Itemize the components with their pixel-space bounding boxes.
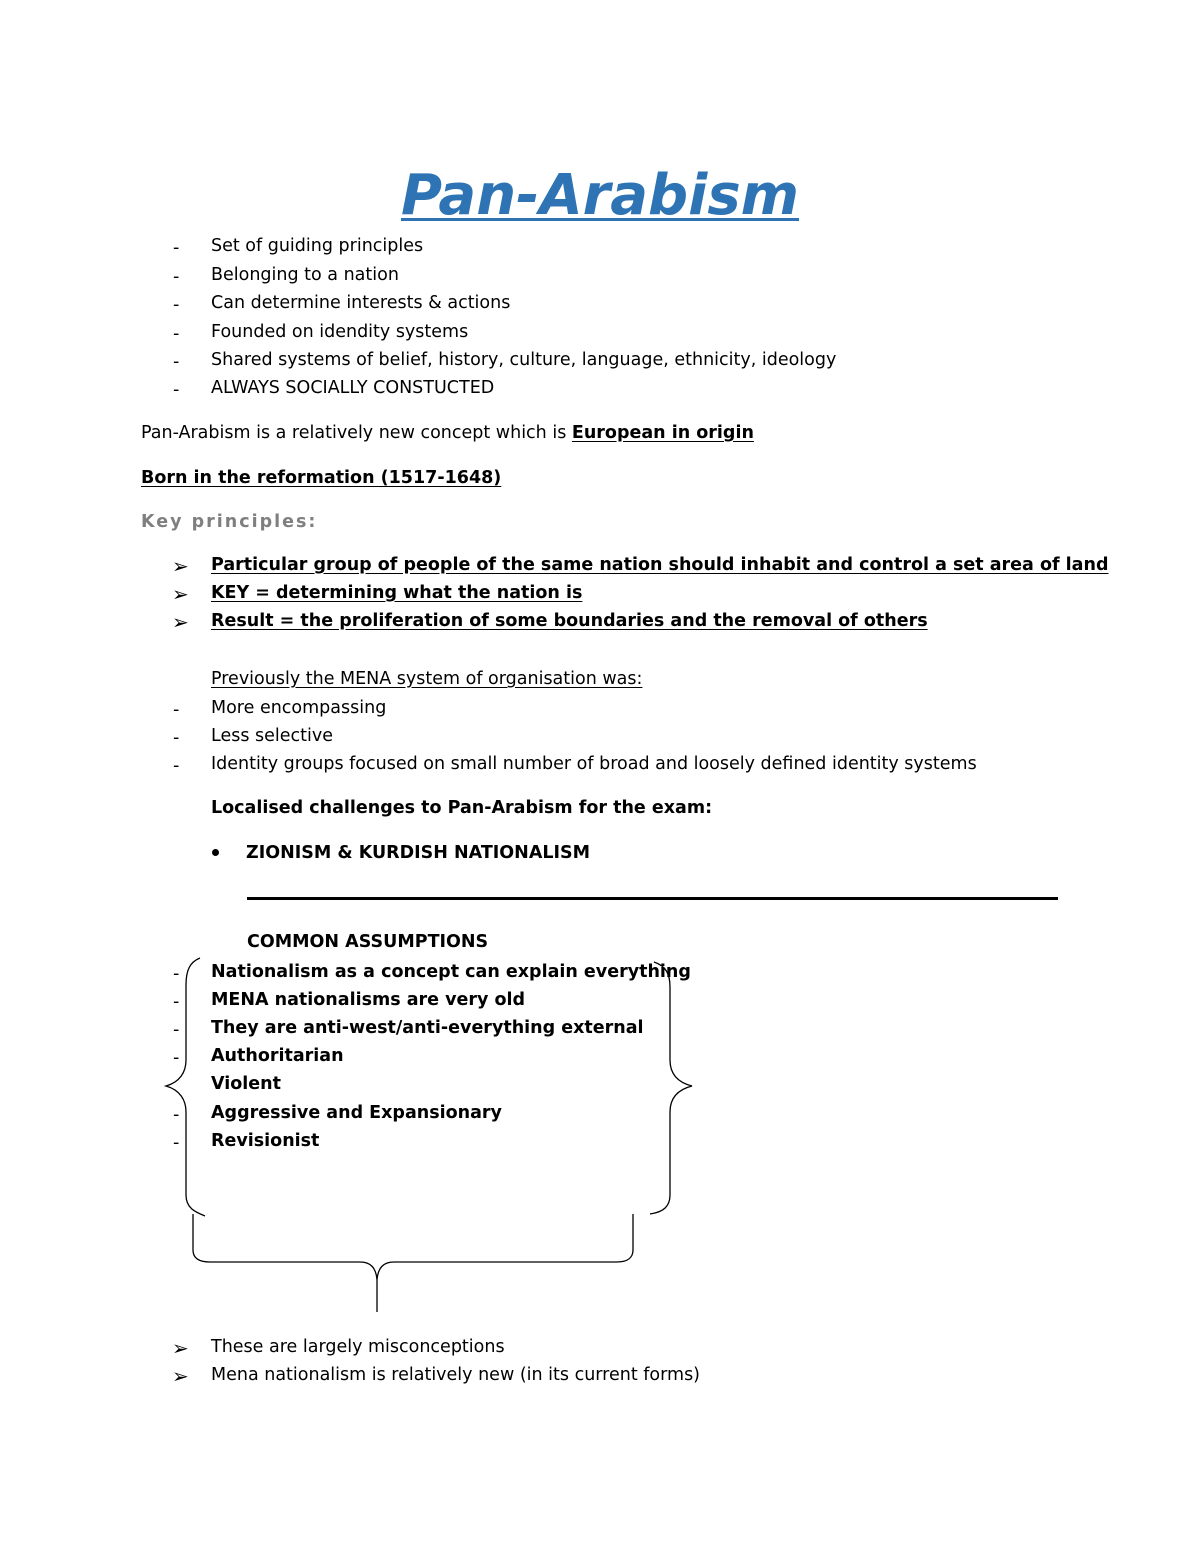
list-item: Revisionist	[211, 1131, 320, 1151]
dash-marker: -	[173, 992, 180, 1012]
document-title: Pan-Arabism	[400, 163, 800, 228]
list-item: ALWAYS SOCIALLY CONSTUCTED	[211, 378, 495, 398]
dash-marker: -	[173, 238, 180, 258]
dash-marker: -	[173, 324, 180, 344]
list-item: Aggressive and Expansionary	[211, 1103, 502, 1123]
origin-sentence	[141, 425, 754, 443]
list-item: Particular group of people of the same nation should inhabit and control a set area of land	[211, 555, 1109, 575]
arrow-bullet-icon: ➢	[172, 610, 189, 634]
list-item: Mena nationalism is relatively new (in its current forms)	[211, 1365, 701, 1385]
list-item: MENA nationalisms are very old	[211, 990, 526, 1010]
list-item: KEY = determining what the nation is	[211, 583, 583, 603]
list-item: Belonging to a nation	[211, 265, 399, 285]
dash-marker: -	[173, 756, 180, 776]
origin-prefix: Pan-Arabism is a relatively new concept which is	[141, 423, 572, 443]
list-item: Identity groups focused on small number of broad and loosely defined identity systems	[211, 754, 977, 774]
list-item: More encompassing	[211, 698, 387, 718]
list-item: Result = the proliferation of some boundaries and the removal of others	[211, 611, 928, 631]
dash-marker: -	[173, 1133, 180, 1153]
challenges-heading: Localised challenges to Pan-Arabism for the exam:	[211, 798, 713, 818]
origin-emphasis: European in origin	[571, 423, 754, 443]
list-item: These are largely misconceptions	[211, 1337, 505, 1357]
dash-marker: -	[173, 1048, 180, 1068]
bottom-brace-icon	[193, 1214, 633, 1312]
list-item: Shared systems of belief, history, culture, language, ethnicity, ideology	[211, 350, 837, 370]
list-item: Authoritarian	[211, 1046, 344, 1066]
left-brace-icon	[166, 958, 205, 1216]
dash-marker: -	[173, 295, 180, 315]
dash-marker: -	[173, 728, 180, 748]
arrow-bullet-icon: ➢	[172, 554, 189, 578]
arrow-bullet-icon: ➢	[172, 1364, 189, 1388]
dash-marker: -	[173, 267, 180, 287]
assumptions-heading: COMMON ASSUMPTIONS	[247, 932, 489, 952]
dash-marker: -	[173, 380, 180, 400]
dash-marker: -	[173, 352, 180, 372]
list-item: Founded on idendity systems	[211, 322, 469, 342]
list-item: Less selective	[211, 726, 333, 746]
right-brace-icon	[650, 962, 692, 1214]
key-principles-heading: Key principles:	[141, 512, 318, 532]
list-item: Nationalism as a concept can explain everything	[211, 962, 691, 982]
born-line: Born in the reformation (1517-1648)	[141, 468, 502, 488]
horizontal-rule	[247, 897, 1058, 900]
challenges-item: ZIONISM & KURDISH NATIONALISM	[246, 843, 591, 863]
dash-marker: -	[173, 1020, 180, 1040]
bullet-dot-icon	[212, 849, 219, 856]
dash-marker: -	[173, 1105, 180, 1125]
previously-heading: Previously the MENA system of organisation was:	[211, 669, 643, 689]
list-item: Can determine interests & actions	[211, 293, 511, 313]
arrow-bullet-icon: ➢	[172, 582, 189, 606]
list-item: Violent	[211, 1074, 281, 1094]
dash-marker: -	[173, 964, 180, 984]
dash-marker: -	[173, 700, 180, 720]
list-item: Set of guiding principles	[211, 236, 424, 256]
arrow-bullet-icon: ➢	[172, 1336, 189, 1360]
list-item: They are anti-west/anti-everything external	[211, 1018, 644, 1038]
